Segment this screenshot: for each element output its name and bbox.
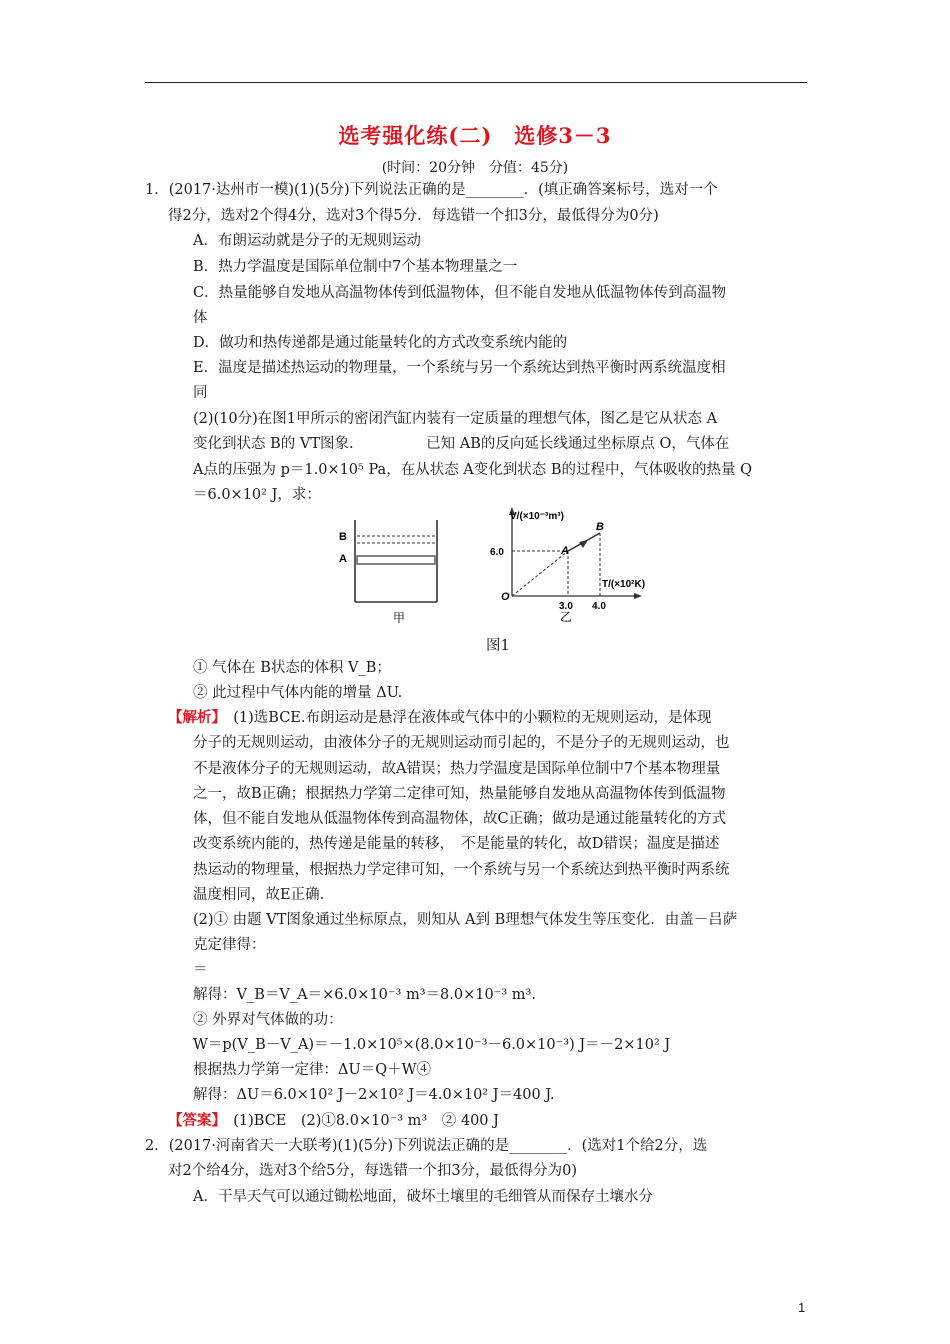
q1-option-a: A．布朗运动就是分子的无规则运动	[193, 233, 421, 249]
answer-line	[168, 1111, 499, 1131]
x-arrow-icon	[634, 593, 642, 599]
cylinder-caption: 甲	[393, 611, 406, 625]
answer-tag: 【答案】	[168, 1112, 219, 1129]
q1-option-e-line-2: 同	[193, 385, 208, 401]
solution-text-1: (1)选BCE.布朗运动是悬浮在液体或气体中的小颗粒的无规则运动，是体现	[218, 710, 712, 726]
page-number: 1	[798, 1300, 806, 1315]
solution-line-12: 解得：V_B＝V_A＝×6.0×10⁻³ m³＝8.0×10⁻³ m³.	[193, 987, 536, 1003]
q1-ask-1: ① 气体在 B状态的体积 V_B；	[193, 660, 391, 676]
solution-line-11: ＝	[193, 962, 208, 978]
solution-line-1	[168, 708, 712, 728]
solution-line-7: 热运动的物理量，根据热力学定律可知，一个系统与另一个系统达到热平衡时两系统	[193, 862, 730, 878]
q1-part2-line-2: 变化到状态 B的 VT图象. 已知 AB的反向延长线通过坐标原点 O，气体在	[193, 436, 730, 452]
graph-point-a: A	[561, 545, 569, 557]
graph-x-tick-1: 3.0	[559, 601, 573, 612]
cylinder-label-a: A	[339, 553, 347, 565]
solution-line-15: 根据热力学第一定律：ΔU＝Q＋W④	[193, 1062, 431, 1078]
solution-line-14: W＝p(V_B－V_A)＝－1.0×10⁵×(8.0×10⁻³－6.0×10⁻³) J＝－2×10² J	[193, 1037, 671, 1053]
solution-line-5: 体，但不能自发地从低温物体传到高温物体，故C正确；做功是通过能量转化的方式	[193, 811, 727, 827]
figure-caption: 图1	[486, 638, 510, 654]
header-rule	[145, 82, 807, 83]
page-subtitle: (时间：20分钟 分值：45分)	[381, 160, 569, 176]
solution-line-3: 不是液体分子的无规则运动，故A错误；热力学温度是国际单位制中7个基本物理量	[193, 761, 721, 777]
graph-caption: 乙	[560, 610, 573, 623]
direction-arrow-icon	[579, 540, 588, 548]
solution-line-13: ② 外界对气体做的功：	[193, 1012, 343, 1028]
q1-ask-2: ② 此过程中气体内能的增量 ΔU.	[193, 685, 403, 701]
graph-x-tick-2: 4.0	[592, 601, 606, 612]
cylinder-diagram	[335, 518, 445, 628]
q1-option-c-line-1: C．热量能够自发地从高温物体传到低温物体，但不能自发地从低温物体传到高温物	[193, 285, 727, 301]
q1-part2-line-1: (2)(10分)在图1甲所示的密闭汽缸内装有一定质量的理想气体，图乙是它从状态 A	[193, 411, 718, 427]
graph-point-b: B	[596, 521, 604, 533]
q2-option-a: A．干旱天气可以通过锄松地面，破坏土壤里的毛细管从而保存土壤水分	[193, 1189, 653, 1205]
solution-line-6: 改变系统内能的，热传递是能量的转移， 不是能量的转化，故D错误；温度是描述	[193, 836, 720, 852]
page-title: 选考强化练(二) 选修3－3	[338, 123, 612, 148]
q1-line-2: 得2分，选对2个得4分，选对3个得5分．每选错一个扣3分，最低得分为0分)	[168, 208, 659, 224]
cylinder-label-b: B	[339, 531, 347, 543]
solution-tag: 【解析】	[168, 709, 219, 726]
graph-y-tick: 6.0	[490, 547, 504, 558]
graph-origin: O	[501, 591, 510, 603]
extension-line	[512, 551, 568, 596]
q2-line-2: 对2个给4分，选对3个给5分，每选错一个扣3分，最低得分为0)	[168, 1163, 578, 1179]
q1-option-c-line-2: 体	[193, 310, 208, 326]
q1-option-b: B．热力学温度是国际单位制中7个基本物理量之一	[193, 259, 518, 275]
solution-line-9: (2)① 由题 VT图象通过坐标原点，则知从 A到 B理想气体发生等压变化．由盖－吕萨	[193, 912, 738, 928]
vt-graph	[488, 503, 648, 623]
q1-option-e-line-1: E．温度是描述热运动的物理量，一个系统与另一个系统达到热平衡时两系统温度相	[193, 360, 726, 376]
solution-line-16: 解得：ΔU＝6.0×10² J－2×10² J＝4.0×10² J＝400 J.	[193, 1087, 555, 1103]
solution-line-10: 克定律得：	[193, 937, 266, 953]
q1-option-d: D．做功和热传递都是通过能量转化的方式改变系统内能的	[193, 335, 568, 351]
solution-line-4: 之一，故B正确；根据热力学第二定律可知，热量能够自发地从高温物体传到低温物	[193, 786, 726, 802]
q2-line-1: 2．(2017·河南省天一大联考)(1)(5分)下列说法正确的是________．(选对1个给2分，选	[145, 1138, 708, 1154]
graph-y-axis-label: V/(×10⁻³m³)	[510, 511, 564, 522]
q1-part2-line-4: ＝6.0×10² J，求：	[193, 487, 321, 503]
q1-line-1: 1．(2017·达州市一模)(1)(5分)下列说法正确的是________．(填正确答案标号，选对一个	[145, 182, 718, 198]
q1-part2-line-3: A点的压强为 p＝1.0×10⁵ Pa，在从状态 A变化到状态 B的过程中，气体吸收的热量 Q	[193, 462, 753, 478]
graph-x-axis-label: T/(×10²K)	[602, 579, 646, 590]
answer-text: (1)BCE (2)①8.0×10⁻³ m³ ② 400 J	[218, 1113, 499, 1129]
solution-line-2: 分子的无规则运动，由液体分子的无规则运动而引起的，不是分子的无规则运动，也	[193, 735, 730, 751]
solution-line-8: 温度相同，故E正确.	[193, 887, 325, 903]
